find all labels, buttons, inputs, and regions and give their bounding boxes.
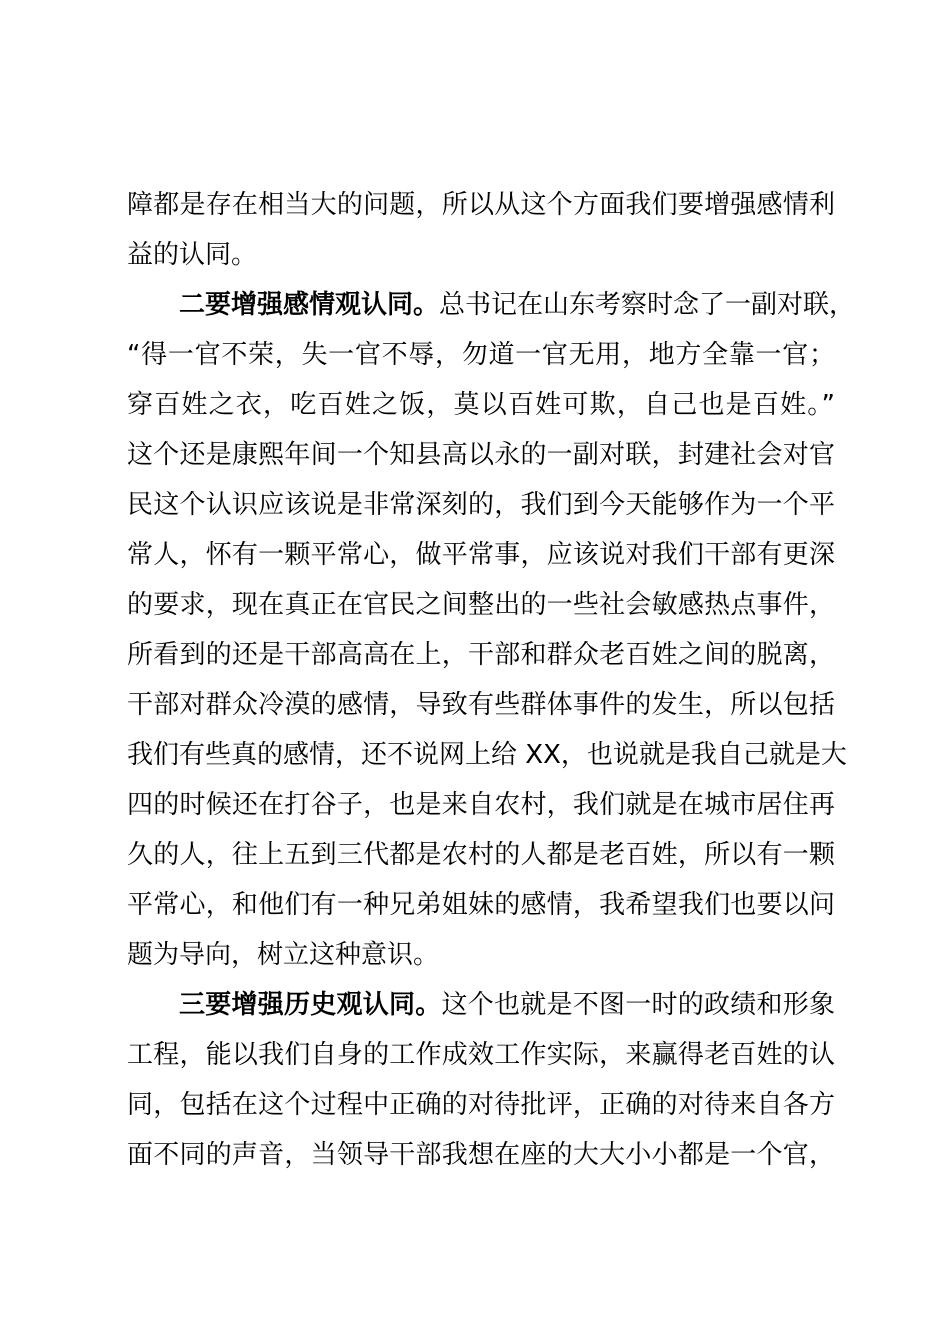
paragraph-1-line-2: 益的认同。 — [127, 240, 258, 270]
paragraph-2-line-13: 平常心，和他们有一种兄弟姐妹的感情，我希望我们也要以问 — [127, 890, 835, 920]
paragraph-2-line-8: 所看到的还是干部高高在上，干部和群众老百姓之间的脱离， — [127, 640, 835, 670]
paragraph-3-line-1-rest: 这个也就是不图一时的政绩和形象 — [441, 990, 835, 1020]
paragraph-3-line-1 — [179, 988, 835, 1022]
paragraph-2-line-10: 我们有些真的感情，还不说网上给 XX，也说就是我自己就是大 — [127, 740, 847, 770]
paragraph-2-line-1-rest: 总书记在山东考察时念了一副对联， — [439, 290, 856, 320]
paragraph-2-line-1 — [179, 288, 856, 322]
paragraph-2-line-12: 久的人，往上五到三代都是农村的人都是老百姓，所以有一颗 — [127, 840, 835, 870]
paragraph-2-line-4: 这个还是康熙年间一个知县高以永的一副对联，封建社会对官 — [127, 440, 835, 470]
paragraph-2-line-5: 民这个认识应该说是非常深刻的，我们到今天能够作为一个平 — [127, 490, 835, 520]
paragraph-3-line-4: 面不同的声音，当领导干部我想在座的大大小小都是一个官， — [127, 1140, 835, 1170]
paragraph-2-line-2: “得一官不荣，失一官不辱，勿道一官无用，地方全靠一官； — [127, 340, 835, 370]
paragraph-2-heading: 二要增强感情观认同。 — [179, 290, 440, 320]
paragraph-2-line-6: 常人，怀有一颗平常心，做平常事，应该说对我们干部有更深 — [127, 540, 835, 570]
paragraph-1-line-1: 障都是存在相当大的问题，所以从这个方面我们要增强感情利 — [127, 190, 835, 220]
paragraph-2-line-11: 四的时候还在打谷子，也是来自农村，我们就是在城市居住再 — [127, 790, 835, 820]
paragraph-3-heading: 三要增强历史观认同。 — [179, 990, 442, 1020]
paragraph-3-line-2: 工程，能以我们自身的工作成效工作实际，来赢得老百姓的认 — [127, 1040, 835, 1070]
paragraph-2-line-3: 穿百姓之衣，吃百姓之饭，莫以百姓可欺，自己也是百姓。” — [127, 390, 835, 420]
paragraph-2-line-9: 干部对群众冷漠的感情，导致有些群体事件的发生，所以包括 — [127, 690, 835, 720]
paragraph-3-line-3: 同，包括在这个过程中正确的对待批评，正确的对待来自各方 — [127, 1090, 835, 1120]
paragraph-2-line-14: 题为导向，树立这种意识。 — [127, 940, 440, 970]
paragraph-2-line-7: 的要求，现在真正在官民之间整出的一些社会敏感热点事件， — [127, 590, 835, 620]
